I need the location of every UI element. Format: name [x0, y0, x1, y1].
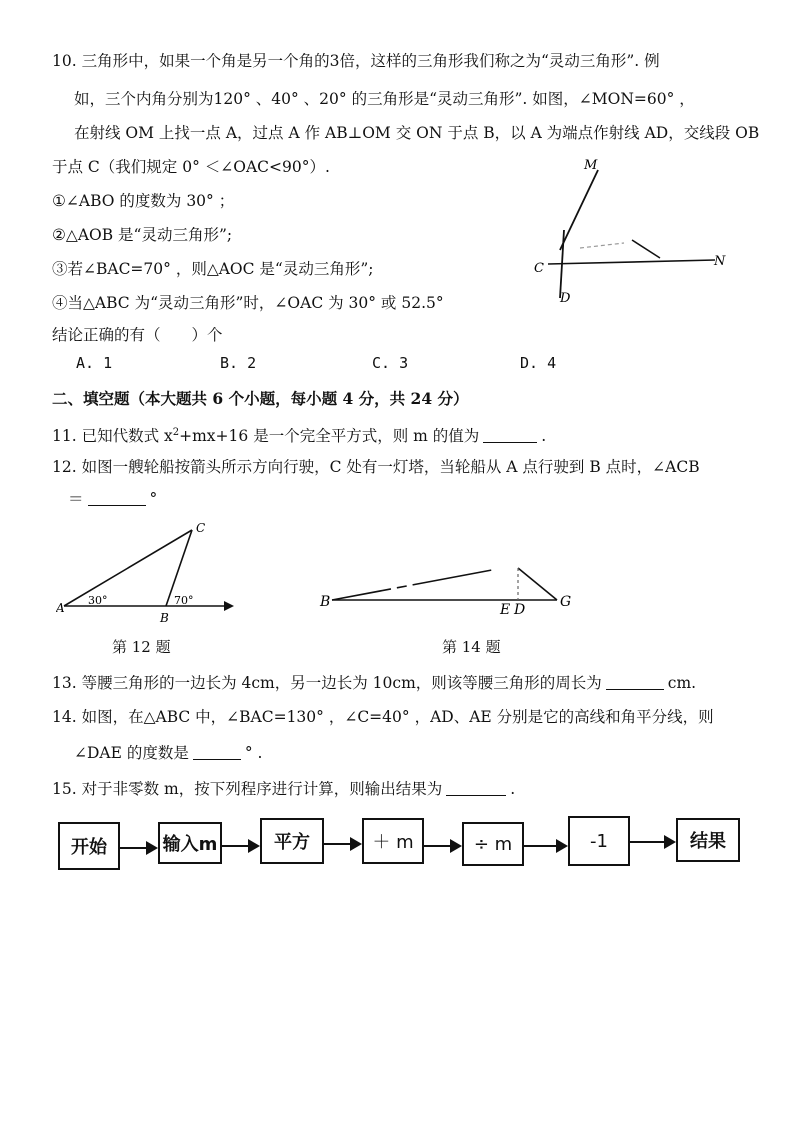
q11-answer-blank[interactable]: [483, 426, 537, 443]
q12-answer-blank[interactable]: [88, 489, 146, 506]
q12-degree: °: [149, 490, 158, 508]
flow-arrow-4: [424, 845, 460, 847]
label-d: D: [560, 291, 571, 306]
ray-on: [548, 260, 715, 264]
flow-box-plus-m: ＋ m: [362, 818, 424, 864]
flow-arrow-3: [324, 843, 360, 845]
q10-line3: 在射线 OM 上找一点 A，过点 A 作 AB⊥OM 交 ON 于点 B，以 A 为端点作射线 AD，交线段 OB: [74, 124, 760, 142]
q13-text-post: cm.: [667, 674, 697, 692]
q11: [52, 422, 546, 447]
label-m: M: [584, 158, 598, 173]
label-g: G: [560, 594, 572, 610]
label-d: D: [514, 602, 526, 618]
course-arrowhead: [224, 601, 234, 611]
label-c: C: [534, 261, 544, 276]
label-n: N: [714, 254, 726, 269]
flow-arrow-6: [630, 841, 674, 843]
q12-figure: [56, 520, 246, 630]
q14-line2: [74, 742, 262, 764]
q11-exponent: 2: [172, 427, 180, 438]
q14-figure: [312, 548, 582, 618]
q12-equals: ＝: [68, 490, 84, 508]
q10-line2: 如，三个内角分别为120° 、40° 、20° 的三角形是“灵动三角形”. 如图，∠MON=60° ，: [74, 90, 695, 108]
q10-statement-3: ③若∠BAC=70° ，则△AOC 是“灵动三角形”;: [52, 260, 374, 278]
q10-option-d: D. 4: [520, 354, 557, 372]
flow-arrow-2: [222, 845, 258, 847]
q11-text-pre: 11. 已知代数式 x: [52, 427, 173, 446]
q10-line1: 10. 三角形中，如果一个角是另一个角的3倍，这样的三角形我们称之为“灵动三角形”. 例: [52, 52, 660, 70]
label-b: B: [320, 594, 331, 610]
q14-text-post: ° .: [244, 744, 263, 762]
flow-box-start: 开始: [58, 822, 120, 870]
segment-ab: [632, 240, 660, 258]
q12-caption: 第 12 题: [112, 638, 171, 656]
angle-30-label: 30°: [88, 594, 108, 607]
q15-text-post: .: [510, 780, 516, 798]
flow-arrow-1: [120, 847, 156, 849]
q13-text-pre: 13. 等腰三角形的一边长为 4cm，另一边长为 10cm，则该等腰三角形的周长为: [52, 674, 602, 692]
label-e: E: [500, 602, 511, 618]
q14-caption: 第 14 题: [442, 638, 501, 656]
faint-line: [580, 243, 624, 248]
angle-70-label: 70°: [174, 594, 194, 607]
q10-question: 结论正确的有（ ）个: [52, 326, 223, 344]
side-ba: [332, 570, 492, 600]
q11-text-mid: +mx+16 是一个完全平方式，则 m 的值为: [179, 427, 480, 446]
section-2-heading: 二、填空题（本大题共 6 个小题，每小题 4 分，共 24 分）: [52, 389, 469, 408]
q10-line4: 于点 C（我们规定 0° ＜∠OAC<90°）.: [52, 158, 330, 176]
label-c: C: [196, 521, 206, 535]
q10-option-c: C. 3: [372, 354, 409, 372]
q12-line2: [68, 488, 157, 510]
program-flowchart: [58, 814, 770, 874]
flow-box-minus-1: -1: [568, 816, 630, 866]
flow-box-square: 平方: [260, 818, 324, 864]
q10-statement-2: ②△AOB 是“灵动三角形”;: [52, 226, 233, 244]
q15: [52, 778, 515, 800]
ray-om: [560, 170, 598, 250]
q12-line1: 12. 如图一艘轮船按箭头所示方向行驶，C 处有一灯塔，当轮船从 A 点行驶到 B 点时，∠ACB: [52, 458, 700, 476]
flow-box-result: 结果: [676, 818, 740, 862]
q11-text-post: .: [541, 427, 547, 446]
q15-text-pre: 15. 对于非零数 m，按下列程序进行计算，则输出结果为: [52, 780, 443, 798]
q14-line1: 14. 如图，在△ABC 中，∠BAC=130° ，∠C=40° ，AD、AE 分别是它的高线和角平分线，则: [52, 708, 714, 726]
q10-option-a: A. 1: [76, 354, 113, 372]
q15-answer-blank[interactable]: [446, 779, 506, 796]
q10-statement-4: ④当△ABC 为“灵动三角形”时，∠OAC 为 30° 或 52.5°: [52, 294, 444, 312]
q14-text-pre: ∠DAE 的度数是: [74, 744, 189, 762]
flow-arrow-5: [524, 845, 566, 847]
q13-answer-blank[interactable]: [606, 673, 664, 690]
q10-option-b: B. 2: [220, 354, 257, 372]
q10-figure: [520, 150, 740, 310]
label-a: A: [56, 601, 65, 615]
side-ag: [518, 568, 557, 600]
q13: [52, 672, 696, 694]
flow-box-divide-m: ÷ m: [462, 822, 524, 866]
q14-answer-blank[interactable]: [193, 743, 241, 760]
line-ac: [64, 530, 192, 606]
label-b: B: [160, 611, 169, 625]
flow-box-input-m: 输入m: [158, 822, 222, 864]
q10-statement-1: ①∠ABO 的度数为 30° ；: [52, 192, 235, 210]
